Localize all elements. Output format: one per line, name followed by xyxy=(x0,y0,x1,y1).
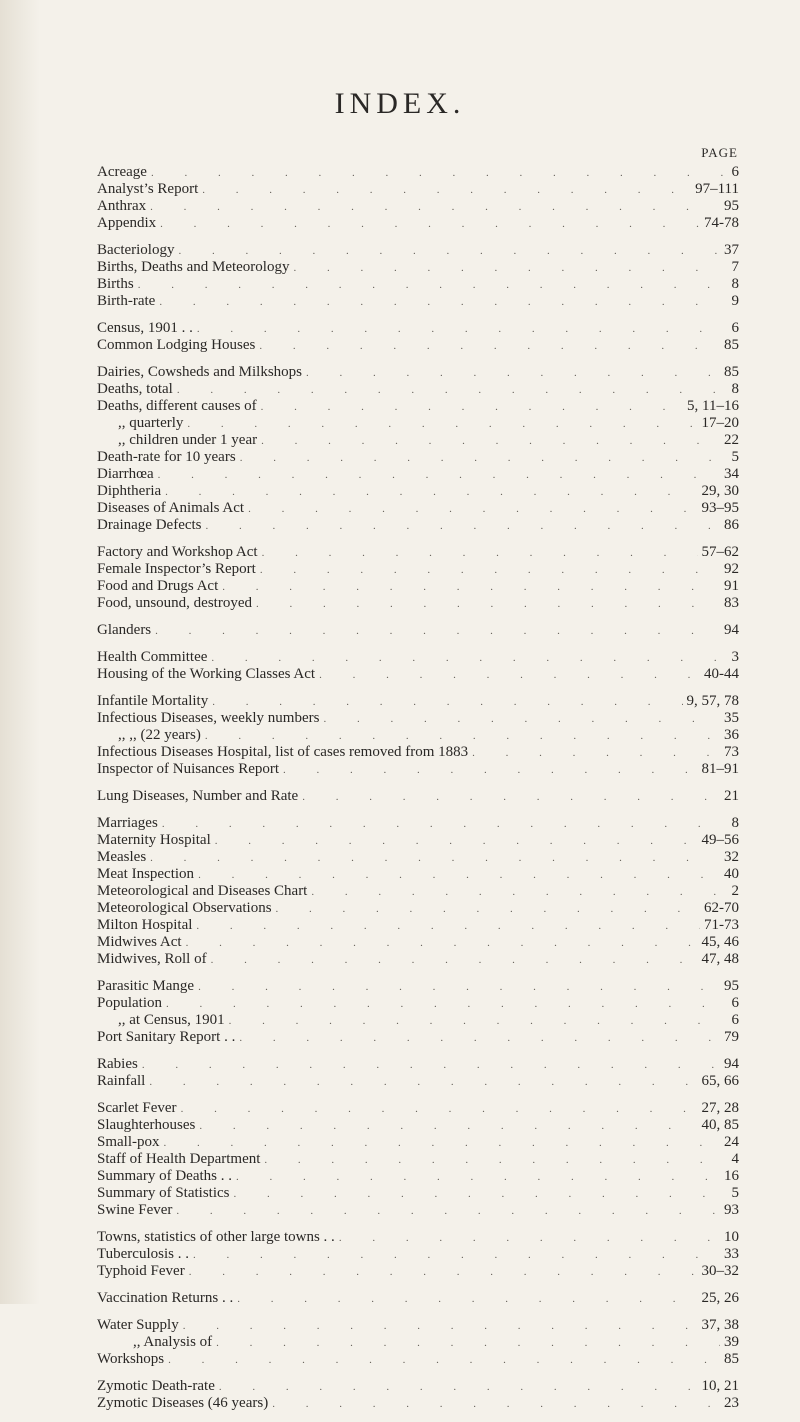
entry-term: Diarrhœa xyxy=(97,466,154,482)
dot-leader xyxy=(262,545,698,562)
entry-term: Lung Diseases, Number and Rate xyxy=(97,788,299,804)
index-entry xyxy=(97,788,739,805)
entry-page-numbers: 93–95 xyxy=(701,500,739,516)
entry-page-numbers: 10 xyxy=(724,1229,739,1245)
entry-term: Slaughterhouses xyxy=(97,1117,196,1133)
entry-page-numbers: 47, 48 xyxy=(701,951,739,967)
entry-page-numbers: 2 xyxy=(731,883,739,899)
index-entry xyxy=(97,164,739,181)
entry-term: Small-pox xyxy=(97,1134,160,1150)
dot-leader xyxy=(151,165,728,182)
entry-page-numbers: 34 xyxy=(724,466,739,482)
index-entry xyxy=(97,1029,739,1046)
entry-term: Meat Inspection xyxy=(97,866,195,882)
entry-term: ,, ,, (22 years) xyxy=(118,727,201,743)
entry-page-numbers: 36 xyxy=(724,727,739,743)
entry-page-numbers: 40, 85 xyxy=(701,1117,739,1133)
index-group xyxy=(97,1317,739,1368)
index-group xyxy=(97,164,739,232)
entry-page-numbers: 92 xyxy=(724,561,739,577)
entry-page-numbers: 7 xyxy=(731,259,739,275)
dot-leader xyxy=(196,918,700,935)
entry-term: Water Supply xyxy=(97,1317,179,1333)
index-group xyxy=(97,1056,739,1090)
index-entry xyxy=(97,815,739,832)
entry-term: ,, children under 1 year xyxy=(118,432,258,448)
dot-leader xyxy=(178,243,720,260)
index-group xyxy=(97,544,739,612)
entry-page-numbers: 85 xyxy=(724,1351,739,1367)
index-entry xyxy=(97,1151,739,1168)
entry-term: Midwives, Roll of xyxy=(97,951,207,967)
dot-leader xyxy=(142,1057,720,1074)
entry-page-numbers: 83 xyxy=(724,595,739,611)
dot-leader xyxy=(306,365,720,382)
dot-leader xyxy=(198,979,720,996)
index-group xyxy=(97,364,739,534)
entry-term: Rainfall xyxy=(97,1073,146,1089)
entry-term: Staff of Health Department xyxy=(97,1151,261,1167)
entry-term: Towns, statistics of other large towns . . xyxy=(97,1229,335,1245)
entry-term: Births, Deaths and Meteorology xyxy=(97,259,290,275)
index-entry xyxy=(97,276,739,293)
entry-term: Vaccination Returns . . xyxy=(97,1290,234,1306)
dot-leader xyxy=(181,1101,698,1118)
index-entry xyxy=(97,293,739,310)
entry-page-numbers: 93 xyxy=(724,1202,739,1218)
entry-page-numbers: 57–62 xyxy=(701,544,739,560)
entry-term: ,, Analysis of xyxy=(133,1334,213,1350)
index-entry xyxy=(97,1202,739,1219)
dot-leader xyxy=(168,1352,720,1369)
entry-page-numbers: 22 xyxy=(724,432,739,448)
index-entry xyxy=(97,849,739,866)
index-group xyxy=(97,242,739,310)
dot-leader xyxy=(158,467,720,484)
index-entry xyxy=(97,242,739,259)
entry-page-numbers: 94 xyxy=(724,622,739,638)
dot-leader xyxy=(323,711,720,728)
entry-page-numbers: 29, 30 xyxy=(701,483,739,499)
dot-leader xyxy=(164,1135,721,1152)
index-group xyxy=(97,1229,739,1280)
index-entry xyxy=(97,517,739,534)
index-entry xyxy=(97,917,739,934)
dot-leader xyxy=(193,1247,720,1264)
entry-term: Deaths, total xyxy=(97,381,173,397)
dot-leader xyxy=(183,1318,698,1335)
index-entry xyxy=(97,978,739,995)
entry-page-numbers: 25, 26 xyxy=(701,1290,739,1306)
entry-page-numbers: 73 xyxy=(724,744,739,760)
dot-leader xyxy=(240,450,728,467)
entry-term: Swine Fever xyxy=(97,1202,173,1218)
dot-leader xyxy=(211,650,727,667)
entry-page-numbers: 37, 38 xyxy=(701,1317,739,1333)
entry-page-numbers: 65, 66 xyxy=(701,1073,739,1089)
entry-page-numbers: 39 xyxy=(724,1334,739,1350)
index-entry xyxy=(97,1134,739,1151)
dot-leader xyxy=(149,1074,697,1091)
entry-term: Diphtheria xyxy=(97,483,162,499)
index-entry xyxy=(97,398,739,415)
dot-leader xyxy=(176,1203,720,1220)
index-entry xyxy=(97,866,739,883)
entry-page-numbers: 16 xyxy=(724,1168,739,1184)
entry-term: Inspector of Nuisances Report xyxy=(97,761,280,777)
entry-page-numbers: 95 xyxy=(724,198,739,214)
page-title: INDEX. xyxy=(334,87,466,120)
entry-page-numbers: 85 xyxy=(724,337,739,353)
entry-page-numbers: 8 xyxy=(731,276,739,292)
index-entry xyxy=(97,259,739,276)
dot-leader xyxy=(159,294,727,311)
index-entry xyxy=(97,1263,739,1280)
page-edge-shading xyxy=(0,0,40,1304)
entry-term: Infectious Diseases, weekly numbers xyxy=(97,710,320,726)
entry-page-numbers: 6 xyxy=(731,164,739,180)
entry-page-numbers: 5, 11–16 xyxy=(687,398,739,414)
dot-leader xyxy=(160,216,700,233)
index-entry xyxy=(97,337,739,354)
entry-term: ,, at Census, 1901 xyxy=(118,1012,225,1028)
entry-term: Meteorological and Diseases Chart xyxy=(97,883,308,899)
index-entry xyxy=(97,883,739,900)
entry-term: Rabies xyxy=(97,1056,138,1072)
dot-leader xyxy=(202,182,691,199)
dot-leader xyxy=(261,433,720,450)
index-entry xyxy=(97,1073,739,1090)
index-group xyxy=(97,649,739,683)
index-entry xyxy=(97,1246,739,1263)
index-entry xyxy=(97,761,739,778)
entry-page-numbers: 6 xyxy=(731,995,739,1011)
index-entry xyxy=(97,320,739,337)
entry-page-numbers: 85 xyxy=(724,364,739,380)
dot-leader xyxy=(189,1264,698,1281)
entry-term: Zymotic Death-rate xyxy=(97,1378,215,1394)
index-entry xyxy=(97,1100,739,1117)
entry-page-numbers: 8 xyxy=(731,815,739,831)
entry-term: Midwives Act xyxy=(97,934,182,950)
index-group xyxy=(97,788,739,805)
index-entry xyxy=(97,1056,739,1073)
entry-term: Summary of Deaths . . xyxy=(97,1168,232,1184)
entry-page-numbers: 97–111 xyxy=(695,181,739,197)
index-entry xyxy=(97,1317,739,1334)
entry-term: Scarlet Fever xyxy=(97,1100,177,1116)
index-entry xyxy=(97,578,739,595)
dot-leader xyxy=(150,850,720,867)
entry-page-numbers: 27, 28 xyxy=(701,1100,739,1116)
entry-page-numbers: 24 xyxy=(724,1134,739,1150)
index-group xyxy=(97,1290,739,1307)
page-column-label: PAGE xyxy=(701,145,738,160)
dot-leader xyxy=(198,867,720,884)
index-group xyxy=(97,622,739,639)
dot-leader xyxy=(162,816,728,833)
entry-term: Food, unsound, destroyed xyxy=(97,595,252,611)
dot-leader xyxy=(216,1335,720,1352)
entry-term: Factory and Workshop Act xyxy=(97,544,258,560)
entry-term: Births xyxy=(97,276,134,292)
entry-term: Population xyxy=(97,995,163,1011)
index-entry xyxy=(97,951,739,968)
entry-term: Workshops xyxy=(97,1351,165,1367)
entry-term: Maternity Hospital xyxy=(97,832,211,848)
dot-leader xyxy=(248,501,697,518)
dot-leader xyxy=(150,199,720,216)
dot-leader xyxy=(197,321,728,338)
entry-term: Female Inspector’s Report xyxy=(97,561,256,577)
entry-page-numbers: 37 xyxy=(724,242,739,258)
index-entry xyxy=(97,649,739,666)
entry-page-numbers: 17–20 xyxy=(701,415,739,431)
index-entry xyxy=(97,693,739,710)
entry-page-numbers: 86 xyxy=(724,517,739,533)
index-entry xyxy=(97,1334,739,1351)
entry-term: Meteorological Observations xyxy=(97,900,272,916)
dot-leader xyxy=(166,996,727,1013)
entry-term: Measles xyxy=(97,849,147,865)
index-entry xyxy=(97,727,739,744)
entry-page-numbers: 21 xyxy=(724,788,739,804)
entry-term: Housing of the Working Classes Act xyxy=(97,666,316,682)
index-entry xyxy=(97,483,739,500)
entry-page-numbers: 9 xyxy=(731,293,739,309)
entry-page-numbers: 5 xyxy=(731,1185,739,1201)
entry-term: Drainage Defects xyxy=(97,517,202,533)
entry-term: Common Lodging Houses xyxy=(97,337,256,353)
dot-leader xyxy=(177,382,728,399)
dot-leader xyxy=(283,762,697,779)
entry-page-numbers: 71-73 xyxy=(704,917,739,933)
index-entry xyxy=(97,1290,739,1307)
entry-term: Milton Hospital xyxy=(97,917,193,933)
index-group xyxy=(97,320,739,354)
index-entry xyxy=(97,666,739,683)
index-group xyxy=(97,978,739,1046)
dot-leader xyxy=(276,901,700,918)
entry-term: Analyst’s Report xyxy=(97,181,199,197)
entry-page-numbers: 30–32 xyxy=(701,1263,739,1279)
dot-leader xyxy=(272,1396,720,1413)
entry-page-numbers: 81–91 xyxy=(701,761,739,777)
dot-leader xyxy=(239,1030,720,1047)
entry-term: Diseases of Animals Act xyxy=(97,500,245,516)
dot-leader xyxy=(234,1186,728,1203)
entry-page-numbers: 33 xyxy=(724,1246,739,1262)
index-entry xyxy=(97,544,739,561)
dot-leader xyxy=(205,728,720,745)
index-entry xyxy=(97,1117,739,1134)
dot-leader xyxy=(264,1152,727,1169)
entry-term: Marriages xyxy=(97,815,158,831)
entry-term: Health Committee xyxy=(97,649,208,665)
entry-term: Anthrax xyxy=(97,198,147,214)
entry-page-numbers: 49–56 xyxy=(701,832,739,848)
entry-term: Typhoid Fever xyxy=(97,1263,185,1279)
entry-page-numbers: 45, 46 xyxy=(701,934,739,950)
index-entry xyxy=(97,595,739,612)
index-entry xyxy=(97,832,739,849)
dot-leader xyxy=(260,562,720,579)
dot-leader xyxy=(293,260,727,277)
dot-leader xyxy=(187,416,697,433)
dot-leader xyxy=(206,518,720,535)
dot-leader xyxy=(259,338,720,355)
entry-term: Census, 1901 . . xyxy=(97,320,193,336)
index-group xyxy=(97,1100,739,1219)
entry-term: Dairies, Cowsheds and Milkshops xyxy=(97,364,302,380)
entry-page-numbers: 94 xyxy=(724,1056,739,1072)
dot-leader xyxy=(215,833,698,850)
index-entry xyxy=(97,622,739,639)
entry-page-numbers: 79 xyxy=(724,1029,739,1045)
dot-leader xyxy=(236,1169,720,1186)
entry-term: Birth-rate xyxy=(97,293,156,309)
dot-leader xyxy=(186,935,698,952)
entry-term: Parasitic Mange xyxy=(97,978,195,994)
index-entry xyxy=(97,1395,739,1412)
entry-page-numbers: 95 xyxy=(724,978,739,994)
index-group xyxy=(97,815,739,968)
dot-leader xyxy=(256,596,720,613)
entry-term: Glanders xyxy=(97,622,152,638)
entry-page-numbers: 35 xyxy=(724,710,739,726)
dot-leader xyxy=(237,1291,697,1308)
index-entry xyxy=(97,1378,739,1395)
entry-term: Infectious Diseases Hospital, list of cases removed from 1883 xyxy=(97,744,469,760)
index-entry xyxy=(97,561,739,578)
entry-term: Death-rate for 10 years xyxy=(97,449,236,465)
index-entry xyxy=(97,1168,739,1185)
entry-term: Deaths, different causes of xyxy=(97,398,257,414)
index-group xyxy=(97,1378,739,1412)
dot-leader xyxy=(261,399,683,416)
dot-leader xyxy=(302,789,720,806)
entry-page-numbers: 32 xyxy=(724,849,739,865)
entry-page-numbers: 6 xyxy=(731,320,739,336)
index-entry xyxy=(97,415,739,432)
entry-page-numbers: 3 xyxy=(731,649,739,665)
dot-leader xyxy=(212,694,682,711)
entry-term: ,, quarterly xyxy=(118,415,184,431)
entry-page-numbers: 8 xyxy=(731,381,739,397)
index-entry xyxy=(97,198,739,215)
entry-term: Food and Drugs Act xyxy=(97,578,219,594)
index-entry xyxy=(97,934,739,951)
index-entry xyxy=(97,500,739,517)
index-entry xyxy=(97,181,739,198)
entry-page-numbers: 5 xyxy=(731,449,739,465)
entry-page-numbers: 10, 21 xyxy=(701,1378,739,1394)
entry-page-numbers: 62-70 xyxy=(704,900,739,916)
dot-leader xyxy=(472,745,720,762)
dot-leader xyxy=(219,1379,698,1396)
index-entry xyxy=(97,1351,739,1368)
entry-page-numbers: 40 xyxy=(724,866,739,882)
entry-term: Appendix xyxy=(97,215,157,231)
dot-leader xyxy=(199,1118,697,1135)
dot-leader xyxy=(165,484,697,501)
index-entry xyxy=(97,215,739,232)
entry-term: Tuberculosis . . xyxy=(97,1246,189,1262)
index-entry xyxy=(97,995,739,1012)
index-list xyxy=(97,164,739,1422)
index-entry xyxy=(97,710,739,727)
index-entry xyxy=(97,744,739,761)
entry-term: Bacteriology xyxy=(97,242,175,258)
entry-term: Zymotic Diseases (46 years) xyxy=(97,1395,269,1411)
index-entry xyxy=(97,1012,739,1029)
index-entry xyxy=(97,364,739,381)
index-entry xyxy=(97,432,739,449)
dot-leader xyxy=(339,1230,720,1247)
index-entry xyxy=(97,1229,739,1246)
entry-term: Infantile Mortality xyxy=(97,693,209,709)
entry-term: Acreage xyxy=(97,164,147,180)
index-group xyxy=(97,693,739,778)
dot-leader xyxy=(138,277,728,294)
entry-page-numbers: 9, 57, 78 xyxy=(686,693,739,709)
dot-leader xyxy=(229,1013,728,1030)
dot-leader xyxy=(319,667,700,684)
index-entry xyxy=(97,381,739,398)
index-entry xyxy=(97,449,739,466)
dot-leader xyxy=(222,579,720,596)
index-entry xyxy=(97,1185,739,1202)
entry-term: Summary of Statistics xyxy=(97,1185,230,1201)
entry-page-numbers: 23 xyxy=(724,1395,739,1411)
entry-page-numbers: 40-44 xyxy=(704,666,739,682)
dot-leader xyxy=(155,623,720,640)
dot-leader xyxy=(211,952,698,969)
entry-page-numbers: 6 xyxy=(731,1012,739,1028)
index-entry xyxy=(97,900,739,917)
entry-page-numbers: 74-78 xyxy=(704,215,739,231)
entry-term: Port Sanitary Report . . xyxy=(97,1029,236,1045)
entry-page-numbers: 91 xyxy=(724,578,739,594)
index-entry xyxy=(97,466,739,483)
dot-leader xyxy=(311,884,727,901)
entry-page-numbers: 4 xyxy=(731,1151,739,1167)
